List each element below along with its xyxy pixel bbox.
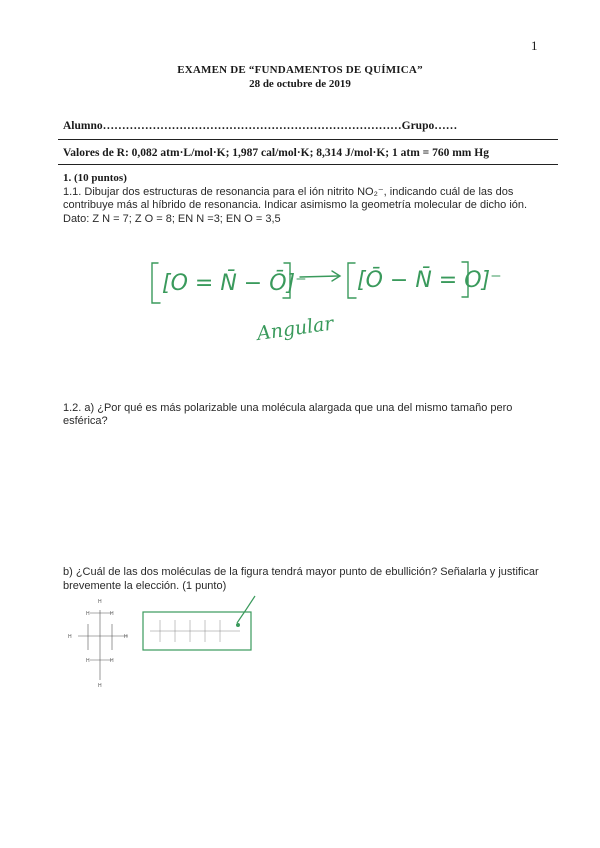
question-1-2b-line-2: brevemente la elección. (1 punto) [63, 580, 227, 592]
question-1-1-line-1: 1.1. Dibujar dos estructuras de resonancia para el ión nitrito NO₂⁻, indicando cuál de las dos [63, 186, 514, 198]
question-1-1-data: Dato: Z N = 7; Z O = 8; EN N =3; EN O = 3,5 [63, 213, 281, 225]
svg-text:H: H [68, 634, 72, 640]
page-number: 1 [531, 38, 538, 53]
exam-date: 28 de octubre de 2019 [249, 78, 351, 90]
svg-text:H: H [98, 599, 102, 605]
question-1-2b-line-1: b) ¿Cuál de las dos moléculas de la figura tendrá mayor punto de ebullición? Señalarla y justificar [63, 566, 539, 578]
question-1-2a: 1.2. a) ¿Por qué es más polarizable una molécula alargada que una del mismo tamaño pero esférica? [63, 402, 513, 427]
student-name-group-line: Alumno……………………………………………………………………Grupo…… [63, 120, 458, 132]
svg-text:H: H [86, 658, 90, 664]
selection-dot [236, 623, 240, 627]
branched-molecule [68, 599, 128, 689]
resonance-structure-right: [Ō − N̄ = O]⁻ [357, 268, 502, 293]
svg-text:H: H [110, 658, 114, 664]
question-1-heading: 1. (10 puntos) [63, 172, 127, 184]
gas-constants: Valores de R: 0,082 atm·L/mol·K; 1,987 cal/mol·K; 8,314 J/mol·K; 1 atm = 760 mm Hg [63, 147, 489, 159]
svg-text:H: H [86, 611, 90, 617]
linear-molecule [150, 620, 240, 642]
geometry-answer: Angular [255, 312, 335, 345]
svg-text:H: H [98, 683, 102, 689]
question-1-1-line-2: contribuye más al híbrido de resonancia. Indicar asimismo la geometría molecular de dicho ión. [63, 199, 528, 211]
resonance-structure-left: [O = N̄ − Ō]⁻ [162, 271, 307, 296]
exam-title: EXAMEN DE “FUNDAMENTOS DE QUÍMICA” [177, 64, 423, 76]
svg-text:H: H [110, 611, 114, 617]
svg-text:H: H [124, 634, 128, 640]
selection-mark [237, 596, 255, 623]
